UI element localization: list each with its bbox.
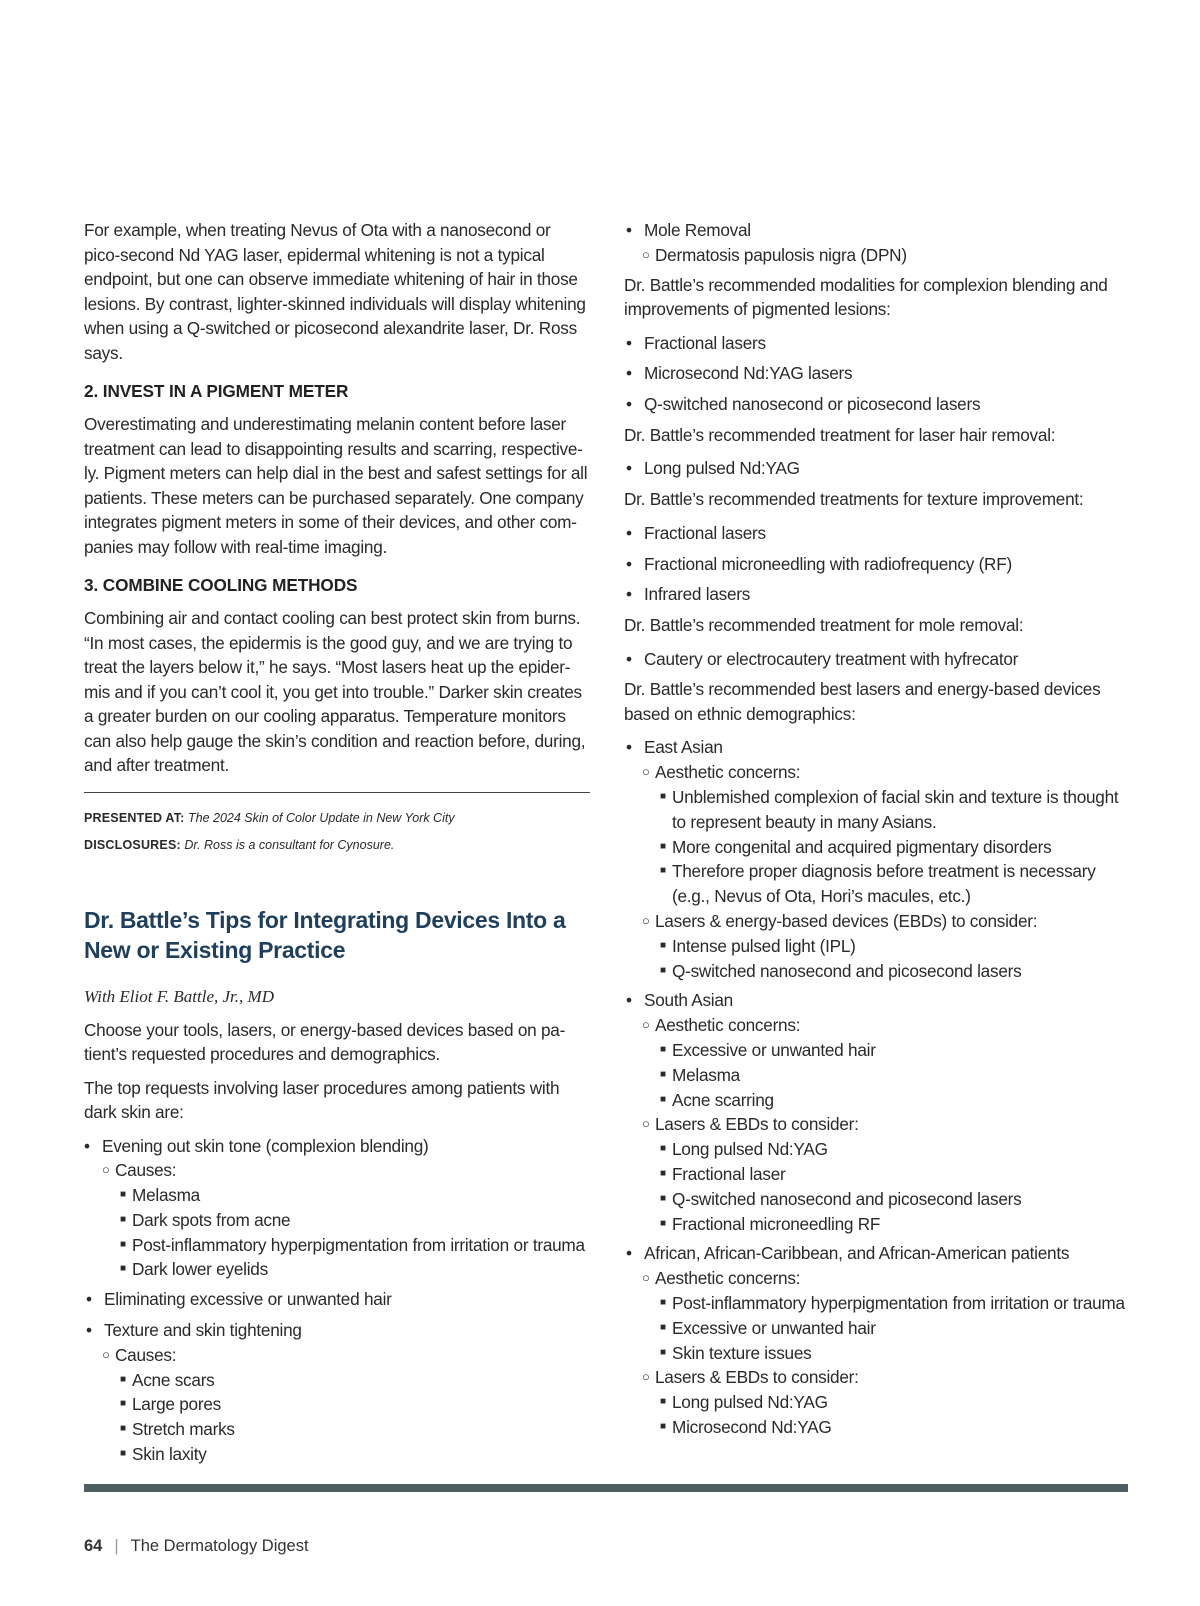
page-footer <box>84 1537 309 1556</box>
list-item <box>84 1392 590 1417</box>
list-item <box>624 521 1134 546</box>
hair-list <box>624 456 1134 481</box>
list-item: East Asian <box>644 737 723 758</box>
square-bullet-icon: ■ <box>120 1398 126 1410</box>
list-item: Dermatosis papulosis nigra (DPN) <box>655 244 907 265</box>
bullet-icon: • <box>626 522 632 543</box>
mole-removal-group <box>624 218 1134 268</box>
list-item-text: Post-inflammatory hyperpigmentation from irritation or trauma <box>132 1234 585 1255</box>
list-item <box>624 1162 1134 1187</box>
list-item-text: Fractional lasers <box>644 522 766 543</box>
circle-bullet-icon: ○ <box>642 913 650 929</box>
list-item: Causes: <box>115 1160 177 1181</box>
disclosures-label: DISCLOSURES: <box>84 837 181 852</box>
list-item-text: Q-switched nanosecond or picosecond lasers <box>644 394 981 415</box>
list-item-text: Microsecond Nd:YAG lasers <box>644 363 853 384</box>
list-item <box>624 392 1134 417</box>
circle-bullet-icon: ○ <box>642 764 650 780</box>
east-asian-group <box>624 735 1134 983</box>
list-item-text: Skin laxity <box>132 1444 207 1465</box>
square-bullet-icon: ■ <box>120 1373 126 1385</box>
intro-paragraph: For example, when treating Nevus of Ota with a nanosecond or pico-second Nd YAG laser, epidermal whitening is not a typical endpoint, but one can observe immediate whitening of hair in those lesions. By contrast, lighter-skinned individuals will display whitening when using a Q-switched or picosecond alexandrite laser, Dr. Ross says. <box>84 220 586 363</box>
list-item-text: Stretch marks <box>132 1419 235 1440</box>
list-item <box>624 934 1134 959</box>
list-item-text: Melasma <box>672 1064 740 1085</box>
list-item <box>84 1368 590 1393</box>
list-item <box>624 1038 1134 1063</box>
list-item <box>84 1183 590 1208</box>
bullet-icon: • <box>626 553 632 574</box>
list-item <box>624 1291 1134 1316</box>
list-item <box>624 1063 1134 1088</box>
bullet-icon: • <box>626 1243 632 1264</box>
request-unwanted-hair <box>84 1287 590 1312</box>
list-item: South Asian <box>644 990 733 1011</box>
square-bullet-icon: ■ <box>120 1448 126 1460</box>
publication-name: The Dermatology Digest <box>130 1537 309 1555</box>
square-bullet-icon: ■ <box>660 1068 666 1080</box>
square-bullet-icon: ■ <box>660 939 666 951</box>
square-bullet-icon: ■ <box>660 1168 666 1180</box>
square-bullet-icon: ■ <box>120 1423 126 1435</box>
list-item-text: Melasma <box>132 1185 200 1206</box>
list-item <box>624 1316 1134 1341</box>
circle-bullet-icon: ○ <box>642 1369 650 1385</box>
list-item: Lasers & EBDs to consider: <box>655 1367 859 1388</box>
square-bullet-icon: ■ <box>660 1321 666 1333</box>
list-item <box>84 1233 590 1258</box>
request-evening-skin-tone <box>84 1134 590 1283</box>
request-texture <box>84 1318 590 1467</box>
circle-bullet-icon: ○ <box>102 1346 110 1362</box>
list-item-text: Long pulsed Nd:YAG <box>672 1392 828 1413</box>
list-item <box>624 1088 1134 1113</box>
list-item-text: Acne scarring <box>672 1089 774 1110</box>
list-item <box>624 1212 1134 1237</box>
square-bullet-icon: ■ <box>660 840 666 852</box>
circle-bullet-icon: ○ <box>642 1017 650 1033</box>
bullet-icon: • <box>626 458 632 479</box>
bullet-icon: • <box>86 1289 92 1310</box>
bullet-icon: • <box>626 584 632 605</box>
bullet-icon: • <box>626 737 632 758</box>
ethnic-intro: Dr. Battle’s recommended best lasers and energy-based devices based on ethnic demographics: <box>624 679 1101 724</box>
circle-bullet-icon: ○ <box>642 1270 650 1286</box>
square-bullet-icon: ■ <box>660 1192 666 1204</box>
list-item-text: Post-inflammatory hyperpigmentation from irritation or trauma <box>672 1293 1125 1313</box>
tip2-heading: 2. INVEST IN A PIGMENT METER <box>84 381 349 401</box>
presented-label: PRESENTED AT: <box>84 810 185 825</box>
footer-bar <box>84 1484 1128 1492</box>
list-item-text: Fractional microneedling with radiofrequency (RF) <box>644 553 1012 574</box>
list-item <box>624 1415 1134 1440</box>
list-item <box>84 1442 590 1467</box>
square-bullet-icon: ■ <box>660 964 666 976</box>
list-item: Lasers & EBDs to consider: <box>655 1114 859 1135</box>
circle-bullet-icon: ○ <box>642 1116 650 1132</box>
list-item <box>624 361 1134 386</box>
tip3-body: Combining air and contact cooling can best protect skin from burns. “In most cases, the epidermis is the good guy, and we are trying to treat the layers below it,” he says. “Most lasers heat up the epider-mis and if you can’t cool it, you get into trouble.” Darker skin creates a greater burden on our cooling apparatus. Temperature monitors can also help gauge the skin’s condition and reaction before, during, and after treatment. <box>84 608 586 775</box>
square-bullet-icon: ■ <box>660 1044 666 1056</box>
square-bullet-icon: ■ <box>120 1189 126 1201</box>
list-item-text: Q-switched nanosecond and picosecond lasers <box>672 1188 1022 1209</box>
mole-list <box>624 647 1134 672</box>
square-bullet-icon: ■ <box>120 1263 126 1275</box>
list-item-text: Dark lower eyelids <box>132 1259 268 1280</box>
list-item: Aesthetic concerns: <box>655 1015 801 1036</box>
list-item <box>624 582 1134 607</box>
list-item <box>624 331 1134 356</box>
list-item: Causes: <box>115 1344 177 1365</box>
list-item-text: Q-switched nanosecond and picosecond lasers <box>672 960 1022 981</box>
list-item-text: Intense pulsed light (IPL) <box>672 935 856 956</box>
list-item: Mole Removal <box>644 220 751 240</box>
list-item-text: Unblemished complexion of facial skin and texture is thought to represent beauty in many Asians. <box>672 787 1119 832</box>
list-item <box>624 1187 1134 1212</box>
list-item-text: Excessive or unwanted hair <box>672 1317 876 1338</box>
list-item-text: Microsecond Nd:YAG <box>672 1416 832 1437</box>
list-item: Aesthetic concerns: <box>655 1268 801 1289</box>
square-bullet-icon: ■ <box>660 1217 666 1229</box>
square-bullet-icon: ■ <box>660 791 666 803</box>
list-item <box>624 785 1134 835</box>
list-item <box>624 552 1134 577</box>
list-item: Evening out skin tone (complexion blending) <box>102 1135 429 1156</box>
square-bullet-icon: ■ <box>660 865 666 877</box>
choose-paragraph: Choose your tools, lasers, or energy-based devices based on pa-tient’s requested procedures and demographics. <box>84 1019 566 1064</box>
square-bullet-icon: ■ <box>120 1213 126 1225</box>
bullet-icon: • <box>626 394 632 415</box>
list-item <box>624 835 1134 860</box>
list-item-text: Large pores <box>132 1394 221 1415</box>
bullet-icon: • <box>626 990 632 1011</box>
list-item <box>624 1341 1134 1366</box>
footer-separator: | <box>114 1537 119 1555</box>
presented-value: The 2024 Skin of Color Update in New York City <box>188 810 455 825</box>
list-item: Lasers & energy-based devices (EBDs) to consider: <box>655 911 1038 932</box>
list-item-text: Long pulsed Nd:YAG <box>672 1139 828 1160</box>
disclosures-value: Dr. Ross is a consultant for Cynosure. <box>184 837 395 852</box>
square-bullet-icon: ■ <box>660 1143 666 1155</box>
list-item-text: Skin texture issues <box>672 1342 812 1363</box>
tip3-heading: 3. COMBINE COOLING METHODS <box>84 575 358 595</box>
bullet-icon: • <box>626 363 632 384</box>
south-asian-group <box>624 988 1134 1236</box>
list-item: Eliminating excessive or unwanted hair <box>104 1289 392 1310</box>
byline: With Eliot F. Battle, Jr., MD <box>84 986 274 1006</box>
tip2-body: Overestimating and underestimating melanin content before laser treatment can lead to disappointing results and scarring, respective-ly. Pigment meters can help dial in the best and safest settings for all patients. These meters can be purchased separately. One company integrates pigment meters in some of their devices, and other com-panies may follow with real-time imaging. <box>84 414 588 557</box>
list-item <box>624 1390 1134 1415</box>
presented-at <box>84 805 590 832</box>
hair-intro: Dr. Battle’s recommended treatment for laser hair removal: <box>624 424 1056 445</box>
right-column <box>624 218 1134 1445</box>
square-bullet-icon: ■ <box>660 1420 666 1432</box>
square-bullet-icon: ■ <box>660 1396 666 1408</box>
complexion-intro: Dr. Battle’s recommended modalities for complexion blending and improvements of pigmented lesions: <box>624 274 1108 320</box>
bullet-icon: • <box>626 648 632 669</box>
list-item <box>624 1137 1134 1162</box>
list-item: African, African-Caribbean, and African-American patients <box>644 1243 1070 1264</box>
list-item-text: More congenital and acquired pigmentary disorders <box>672 836 1052 857</box>
list-item-text: Fractional laser <box>672 1164 786 1185</box>
list-item-text: Therefore proper diagnosis before treatment is necessary (e.g., Nevus of Ota, Hori’s macules, etc.) <box>672 861 1096 907</box>
square-bullet-icon: ■ <box>120 1238 126 1250</box>
list-item <box>624 647 1134 672</box>
list-item <box>624 959 1134 984</box>
bullet-icon: • <box>626 332 632 353</box>
square-bullet-icon: ■ <box>660 1297 666 1308</box>
square-bullet-icon: ■ <box>660 1346 666 1358</box>
circle-bullet-icon: ○ <box>102 1162 110 1178</box>
list-item-text: Long pulsed Nd:YAG <box>644 458 800 479</box>
list-item: Aesthetic concerns: <box>655 762 801 783</box>
divider-rule <box>84 792 590 793</box>
list-item <box>624 859 1134 909</box>
list-item-text: Cautery or electrocautery treatment with hyfrecator <box>644 648 1019 669</box>
list-item-text: Fractional lasers <box>644 332 766 353</box>
list-item <box>624 456 1134 481</box>
african-group <box>624 1241 1134 1439</box>
mole-intro: Dr. Battle’s recommended treatment for mole removal: <box>624 615 1024 636</box>
top-requests-paragraph: The top requests involving laser procedures among patients with dark skin are: <box>84 1077 560 1122</box>
page-number: 64 <box>84 1537 103 1555</box>
texture-intro: Dr. Battle’s recommended treatments for texture improvement: <box>624 489 1084 510</box>
list-item <box>84 1417 590 1442</box>
list-item <box>84 1208 590 1233</box>
texture-list <box>624 521 1134 607</box>
disclosures <box>84 832 590 859</box>
list-item-text: Infrared lasers <box>644 584 751 605</box>
list-item-text: Acne scars <box>132 1369 215 1390</box>
bullet-icon: • <box>84 1135 90 1156</box>
circle-bullet-icon: ○ <box>642 246 650 262</box>
complexion-list <box>624 331 1134 417</box>
bullet-icon: • <box>626 220 632 240</box>
list-item <box>84 1257 590 1282</box>
square-bullet-icon: ■ <box>660 1093 666 1105</box>
list-item-text: Dark spots from acne <box>132 1209 291 1230</box>
section-title: Dr. Battle’s Tips for Integrating Devices Into a New or Existing Practice <box>84 906 566 963</box>
list-item-text: Fractional microneedling RF <box>672 1213 881 1234</box>
bullet-icon: • <box>86 1320 92 1341</box>
list-item-text: Excessive or unwanted hair <box>672 1040 876 1061</box>
left-column <box>84 218 590 1472</box>
list-item: Texture and skin tightening <box>104 1320 302 1341</box>
